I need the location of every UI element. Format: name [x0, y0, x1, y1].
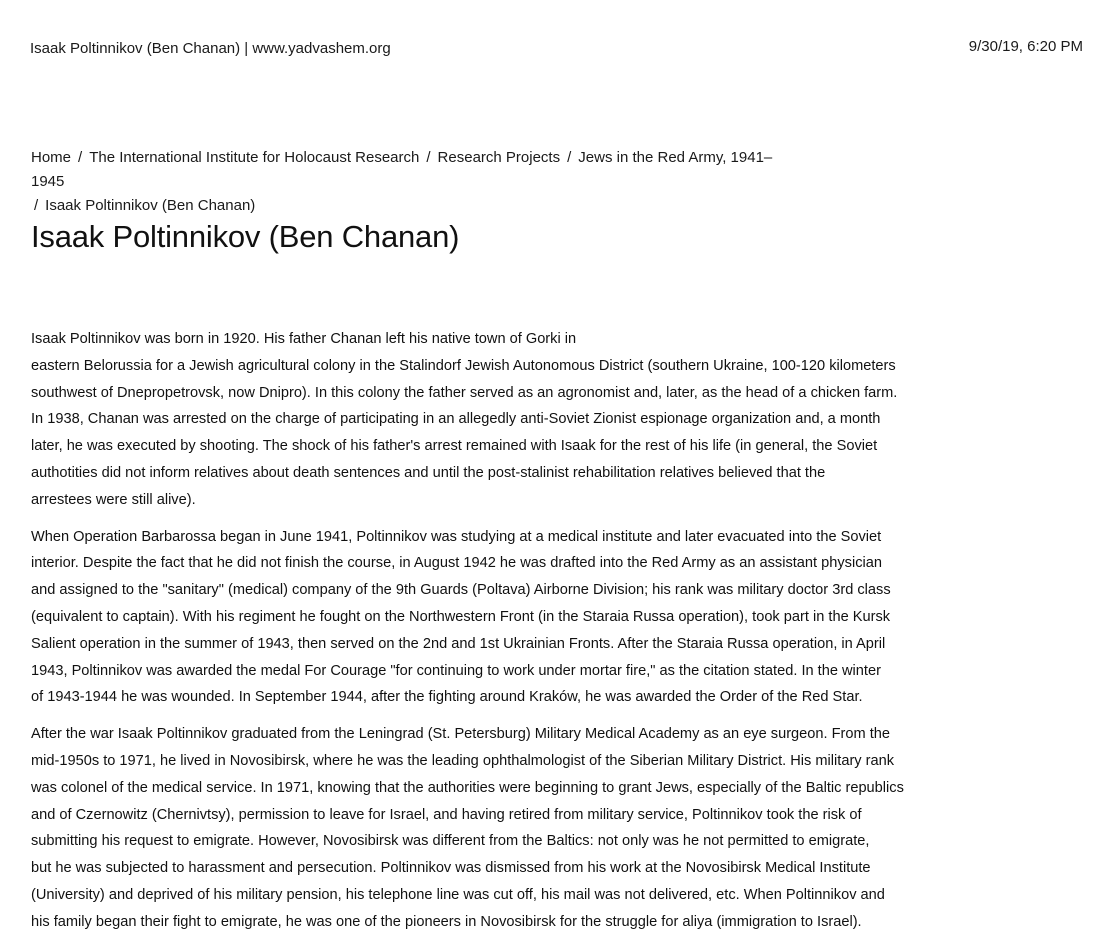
breadcrumb-institute[interactable]: The International Institute for Holocaust Research: [89, 149, 420, 166]
text-line: mid-1950s to 1971, he lived in Novosibirsk, where he was the leading ophthalmologist of the Siberian Military District. His military rank: [31, 752, 895, 769]
breadcrumb: [31, 146, 791, 218]
text-line: In 1938, Chanan was arrested on the charge of participating in an allegedly anti-Soviet Zionist espionage organization and, a month: [31, 411, 881, 428]
breadcrumb-jews-in-red-army[interactable]: Jews in the Red Army, 1941–1945: [31, 149, 773, 190]
text-line: submitting his request to emigrate. However, Novosibirsk was different from the Baltics: not only was he not permitted to emigrate,: [31, 833, 870, 850]
paragraph-post-war: [31, 721, 904, 935]
breadcrumb-separator: /: [34, 197, 39, 214]
breadcrumb-separator: /: [567, 149, 572, 166]
text-line: Isaak Poltinnikov was born in 1920. His father Chanan left his native town of Gorki in: [31, 331, 577, 347]
print-header: [30, 38, 1083, 60]
breadcrumb-current: Isaak Poltinnikov (Ben Chanan): [45, 197, 256, 214]
page-title: Isaak Poltinnikov (Ben Chanan): [31, 219, 460, 254]
breadcrumb-separator: /: [78, 149, 83, 166]
text-line: but he was subjected to harassment and persecution. Poltinnikov was dismissed from his work at the Novosibirsk Medical Institute: [31, 860, 871, 877]
text-line: authotities did not inform relatives about death sentences and until the post-stalinist rehabilitation relatives believed that the: [31, 464, 826, 481]
text-line: interior. Despite the fact that he did not finish the course, in August 1942 he was drafted into the Red Army as an assistant physician: [31, 555, 882, 572]
text-line: was colonel of the medical service. In 1971, knowing that the authorities were beginning to grant Jews, especially of the Baltic republics: [31, 779, 904, 796]
breadcrumb-separator: /: [426, 149, 431, 166]
breadcrumb-research-projects[interactable]: Research Projects: [437, 149, 561, 166]
text-line: 1943, Poltinnikov was awarded the medal For Courage "for continuing to work under mortar fire," as the citation stated. In the winter: [31, 662, 881, 679]
text-line: and assigned to the "sanitary" (medical) company of the 9th Guards (Poltava) Airborne Division; his rank was military doctor 3rd class: [31, 582, 891, 599]
text-line: his family began their fight to emigrate, he was one of the pioneers in Novosibirsk for the struggle for aliya (immigration to Israel).: [31, 913, 862, 930]
text-line: Salient operation in the summer of 1943, then served on the 2nd and 1st Ukrainian Fronts. After the Staraia Russa operation, in April: [31, 635, 886, 652]
text-line: When Operation Barbarossa began in June 1941, Poltinnikov was studying at a medical institute and later evacuated into the Soviet: [31, 528, 882, 545]
text-line: later, he was executed by shooting. The shock of his father's arrest remained with Isaak for the rest of his life (in general, the Soviet: [31, 438, 878, 455]
print-timestamp: 9/30/19, 6:20 PM: [968, 38, 1083, 55]
paragraph-war-service: [31, 524, 891, 712]
text-line: arrestees were still alive).: [31, 491, 196, 508]
text-line: (equivalent to captain). With his regiment he fought on the Northwestern Front (in the Staraia Russa operation), took part in the Kursk: [31, 608, 891, 625]
paragraph-early-life: [31, 326, 898, 514]
text-line: (University) and deprived of his military pension, his telephone line was cut off, his mail was not delivered, etc. When Poltinnikov and: [31, 886, 885, 903]
breadcrumb-home[interactable]: Home: [31, 149, 72, 166]
print-page-reference: Isaak Poltinnikov (Ben Chanan) | www.yadvashem.org: [30, 40, 391, 57]
article-body: [31, 326, 904, 946]
text-line: After the war Isaak Poltinnikov graduated from the Leningrad (St. Petersburg) Military Medical Academy as an eye surgeon. From the: [31, 726, 891, 743]
text-line: of 1943-1944 he was wounded. In September 1944, after the fighting around Kraków, he was awarded the Order of the Red Star.: [31, 689, 863, 706]
text-line: eastern Belorussia for a Jewish agricultural colony in the Stalindorf Jewish Autonomous District (southern Ukraine, 100-120 kilometers: [31, 357, 896, 374]
text-line: and of Czernowitz (Chernivtsy), permission to leave for Israel, and having retired from military service, Poltinnikov took the risk of: [31, 806, 862, 823]
text-line: southwest of Dnepropetrovsk, now Dnipro). In this colony the father served as an agronomist and, later, as the head of a chicken farm.: [31, 384, 898, 401]
